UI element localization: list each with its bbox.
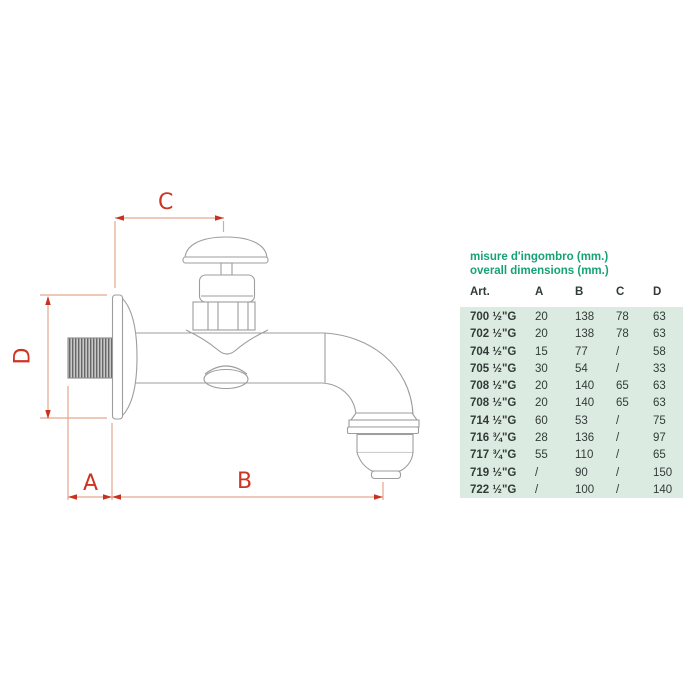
column-header-b: B [575, 286, 584, 298]
table-title-english: overall dimensions (mm.) [470, 265, 609, 277]
dimension-label-b: B [237, 469, 253, 494]
dim-b-cell: 54 [575, 362, 588, 375]
dim-b-cell: 53 [575, 414, 588, 427]
dim-d-cell: 75 [653, 414, 666, 427]
dim-c-cell: 65 [616, 380, 629, 393]
dim-a-cell: 20 [535, 397, 548, 410]
dim-d-cell: 150 [653, 466, 673, 479]
column-header-c: C [616, 286, 625, 298]
dim-b-cell: 138 [575, 328, 595, 341]
faucet-body [68, 237, 419, 479]
column-header-d: D [653, 286, 662, 298]
art-cell: 716 ¾"G [470, 432, 517, 445]
table-row [470, 362, 684, 379]
dim-a-cell: 20 [535, 311, 548, 323]
dim-a-cell: 55 [535, 449, 548, 462]
dim-c-cell: / [616, 432, 620, 445]
art-cell: 719 ½"G [470, 466, 517, 479]
dim-b-cell: 140 [575, 397, 595, 410]
dim-d-cell: 65 [653, 449, 666, 462]
art-cell: 708 ½"G [470, 380, 517, 393]
dim-c-cell: 65 [616, 397, 629, 410]
dim-d-cell: 140 [653, 483, 673, 496]
dim-d-cell: 97 [653, 432, 666, 445]
dim-a-cell: 20 [535, 328, 548, 341]
dim-d-cell: 58 [653, 345, 666, 358]
dim-a-cell: 30 [535, 362, 548, 375]
art-cell: 714 ½"G [470, 414, 517, 427]
dim-d-cell: 63 [653, 380, 666, 393]
column-header-art: Art. [470, 286, 490, 298]
dim-a-cell: 15 [535, 345, 548, 358]
table-row [470, 327, 684, 344]
dim-c-cell: / [616, 414, 620, 427]
table-row [470, 466, 684, 483]
dim-b-cell: 77 [575, 345, 588, 358]
dim-d-cell: 63 [653, 397, 666, 410]
dim-d-cell: 33 [653, 362, 666, 375]
table-header [470, 286, 684, 300]
dim-a-cell: / [535, 466, 539, 479]
table-row [470, 414, 684, 431]
table-row [470, 310, 684, 327]
dim-c-cell: / [616, 466, 620, 479]
table-row [470, 483, 684, 500]
art-cell: 702 ½"G [470, 328, 517, 341]
dimension-label-a: A [83, 471, 99, 496]
table-title-italian: misure d'ingombro (mm.) [470, 251, 609, 263]
dim-d-cell: 63 [653, 311, 666, 323]
column-header-a: A [535, 286, 544, 298]
dim-b-cell: 140 [575, 380, 595, 393]
dim-c-cell: / [616, 362, 620, 375]
art-cell: 705 ½"G [470, 362, 517, 375]
dim-a-cell: 20 [535, 380, 548, 393]
dimension-label-c: C [158, 190, 174, 215]
art-cell: 704 ½"G [470, 345, 517, 358]
art-cell: 700 ½"G [470, 311, 517, 323]
table-row [470, 379, 684, 396]
art-cell: 717 ¾"G [470, 449, 517, 462]
table-title [470, 250, 609, 278]
dimension-label-d: D [10, 347, 36, 365]
dim-b-cell: 110 [575, 449, 594, 462]
dim-a-cell: / [535, 483, 539, 496]
dim-d-cell: 63 [653, 328, 666, 341]
art-cell: 708 ½"G [470, 397, 517, 410]
dim-b-cell: 136 [575, 432, 595, 445]
table-row [470, 396, 684, 413]
dim-b-cell: 100 [575, 483, 595, 496]
table-row [470, 431, 684, 448]
dimensions-table [470, 310, 684, 500]
dim-b-cell: 138 [575, 311, 595, 323]
dim-c-cell: 78 [616, 328, 629, 341]
dim-c-cell: / [616, 483, 620, 496]
dim-b-cell: 90 [575, 466, 588, 479]
table-row [470, 345, 684, 362]
dim-a-cell: 28 [535, 432, 548, 445]
dim-c-cell: / [616, 449, 620, 462]
dim-c-cell: 78 [616, 311, 629, 323]
dim-a-cell: 60 [535, 414, 548, 427]
table-row [470, 448, 684, 465]
dim-c-cell: / [616, 345, 620, 358]
art-cell: 722 ½"G [470, 483, 517, 496]
